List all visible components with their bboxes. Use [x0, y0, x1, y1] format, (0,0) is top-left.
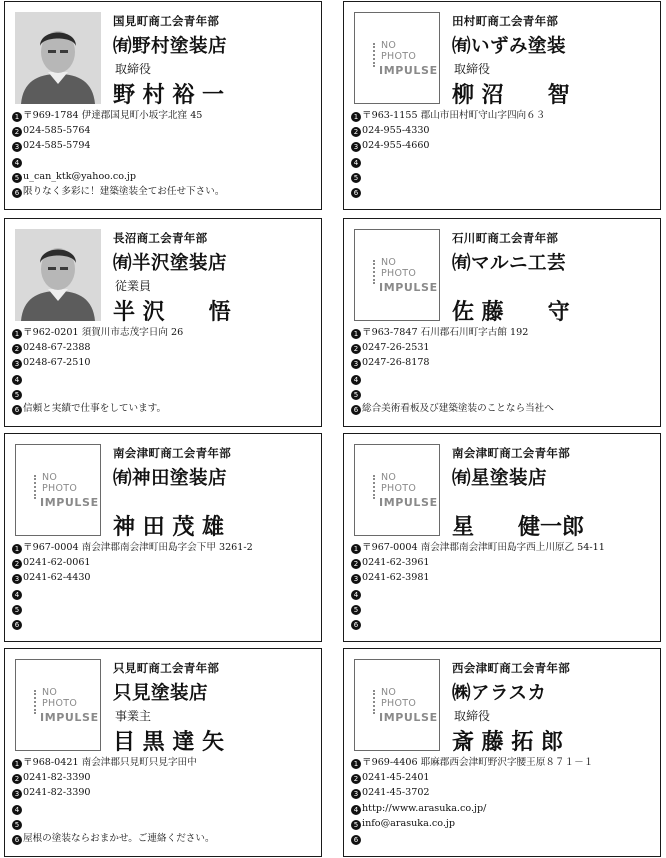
contact-text: 〒968-0421 南会津郡只見町只見字田中: [23, 757, 197, 768]
contact-text: 0241-45-3702: [362, 787, 430, 799]
impulse-logo: IMPULSE: [379, 281, 438, 294]
no-photo-text: NO: [381, 40, 397, 51]
circled-number-icon: 3: [12, 359, 22, 369]
contact-line: [351, 355, 657, 370]
contact-list: [351, 755, 657, 846]
contact-list: [12, 755, 318, 846]
no-photo-placeholder: [354, 659, 440, 751]
impulse-logo: IMPULSE: [40, 496, 99, 509]
contact-text: 屋根の塗装ならおまかせ。ご連絡ください。: [23, 832, 215, 844]
contact-line: [351, 831, 657, 846]
member-card: [343, 218, 661, 427]
portrait-photo-icon: [15, 229, 101, 321]
no-photo-text: PHOTO: [381, 268, 417, 279]
no-photo-label: [381, 472, 416, 494]
contact-text: 024-955-4660: [362, 140, 430, 152]
contact-line: [12, 169, 318, 184]
circled-number-icon: 3: [12, 142, 22, 152]
contact-text: 024-585-5794: [23, 140, 91, 152]
member-role: 事業主: [115, 709, 152, 723]
no-photo-placeholder: [354, 12, 440, 104]
member-card: [343, 1, 661, 210]
circled-number-icon: 3: [12, 574, 22, 584]
contact-text: 0247-26-8178: [362, 357, 430, 369]
contact-text: 〒969-4406 耶麻郡西会津町野沢字腰王原８７１－１: [362, 757, 594, 768]
circled-number-icon: 6: [12, 405, 22, 415]
contact-line: [351, 108, 657, 123]
impulse-logo: IMPULSE: [379, 711, 438, 724]
association-name: 国見町商工会青年部: [113, 14, 220, 28]
circled-number-icon: 1: [351, 759, 361, 769]
contact-text: 0241-45-2401: [362, 772, 430, 784]
circled-number-icon: 1: [12, 759, 22, 769]
circled-number-icon: 4: [351, 375, 361, 385]
circled-number-icon: 1: [12, 329, 22, 339]
contact-line: [351, 540, 657, 555]
circled-number-icon: 5: [12, 605, 22, 615]
circled-number-icon: 4: [351, 590, 361, 600]
impulse-logo: IMPULSE: [40, 711, 99, 724]
no-photo-text: PHOTO: [381, 483, 417, 494]
contact-text: 024-585-5764: [23, 125, 91, 137]
member-card: [343, 648, 661, 857]
circled-number-icon: 2: [12, 774, 22, 784]
contact-line: [12, 831, 318, 846]
contact-line: [12, 586, 318, 601]
no-photo-placeholder: [354, 229, 440, 321]
contact-line: [12, 785, 318, 800]
contact-line: [351, 401, 657, 416]
contact-line: [351, 371, 657, 386]
contact-text: 0241-62-4430: [23, 572, 91, 584]
circled-number-icon: 4: [12, 375, 22, 385]
contact-text: 〒963-1155 郡山市田村町守山字四向６３: [362, 110, 546, 121]
association-name: 西会津町商工会青年部: [452, 661, 570, 675]
impulse-logo: IMPULSE: [379, 64, 438, 77]
circled-number-icon: 4: [12, 158, 22, 168]
contact-list: [12, 108, 318, 199]
contact-line: [351, 586, 657, 601]
member-name: 神 田 茂 雄: [113, 514, 224, 540]
contact-line: [12, 801, 318, 816]
contact-text: 0241-82-3390: [23, 772, 91, 784]
contact-line: [351, 770, 657, 785]
member-photo: [15, 12, 101, 104]
circled-number-icon: 5: [351, 820, 361, 830]
member-role: 取締役: [115, 62, 152, 76]
contact-line: [351, 570, 657, 585]
contact-line: [351, 616, 657, 631]
contact-line: [351, 386, 657, 401]
circled-number-icon: 1: [351, 112, 361, 122]
association-name: 只見町商工会青年部: [113, 661, 220, 675]
no-photo-text: PHOTO: [381, 51, 417, 62]
circled-number-icon: 6: [12, 188, 22, 198]
no-photo-placeholder: [15, 659, 101, 751]
contact-line: [12, 816, 318, 831]
association-name: 長沼商工会青年部: [113, 231, 208, 245]
contact-line: [351, 184, 657, 199]
contact-line: [12, 154, 318, 169]
impulse-logo: IMPULSE: [379, 496, 438, 509]
contact-text: 0241-82-3390: [23, 787, 91, 799]
member-card: [4, 648, 322, 857]
circled-number-icon: 6: [12, 835, 22, 845]
contact-line: [12, 123, 318, 138]
association-name: 南会津町商工会青年部: [113, 446, 231, 460]
contact-list: [12, 540, 318, 631]
contact-line: [351, 340, 657, 355]
no-photo-placeholder: [354, 444, 440, 536]
member-card: [4, 1, 322, 210]
circled-number-icon: 1: [351, 329, 361, 339]
no-photo-label: [381, 687, 416, 709]
contact-line: [12, 371, 318, 386]
contact-text: 〒969-1784 伊達郡国見町小坂字北窪 45: [23, 110, 203, 121]
circled-number-icon: 5: [12, 173, 22, 183]
company-name: ㈲野村塗装店: [113, 36, 228, 57]
member-card: [4, 433, 322, 642]
circled-number-icon: 2: [351, 774, 361, 784]
contact-line: [12, 340, 318, 355]
circled-number-icon: 1: [351, 544, 361, 554]
company-name: ㈲半沢塗装店: [113, 253, 228, 274]
member-name: 斎 藤 拓 郎: [452, 729, 563, 755]
circled-number-icon: 6: [351, 188, 361, 198]
contact-list: [351, 108, 657, 199]
circled-number-icon: 6: [12, 620, 22, 630]
contact-line: [12, 601, 318, 616]
contact-line: [12, 108, 318, 123]
contact-line: [12, 401, 318, 416]
contact-text: 〒963-7847 石川郡石川町字古館 192: [362, 327, 529, 338]
contact-line: [351, 169, 657, 184]
circled-number-icon: 5: [12, 390, 22, 400]
no-photo-text: PHOTO: [42, 698, 78, 709]
contact-line: [12, 355, 318, 370]
contact-text: 総合美術看板及び建築塗装のことなら当社へ: [362, 402, 554, 414]
no-photo-label: [42, 687, 77, 709]
no-photo-text: NO: [42, 687, 58, 698]
contact-line: [351, 816, 657, 831]
circled-number-icon: 3: [351, 574, 361, 584]
contact-line: [12, 184, 318, 199]
circled-number-icon: 2: [12, 127, 22, 137]
circled-number-icon: 2: [351, 559, 361, 569]
contact-text: 〒967-0004 南会津郡南会津町田島字会下甲 3261-2: [23, 542, 253, 553]
circled-number-icon: 2: [12, 344, 22, 354]
company-name: ㈲星塗装店: [452, 468, 548, 489]
member-name: 野 村 裕 一: [113, 82, 224, 108]
portrait-photo-icon: [15, 12, 101, 104]
contact-list: [351, 540, 657, 631]
circled-number-icon: 3: [351, 359, 361, 369]
no-photo-text: NO: [381, 687, 397, 698]
member-name: 佐 藤 守: [452, 299, 570, 325]
company-name: ㈲マルニ工芸: [452, 253, 567, 274]
contact-line: [351, 123, 657, 138]
contact-text: 0248-67-2388: [23, 342, 91, 354]
circled-number-icon: 2: [12, 559, 22, 569]
contact-line: [351, 555, 657, 570]
contact-line: [12, 540, 318, 555]
circled-number-icon: 1: [12, 112, 22, 122]
company-name: ㈲いずみ塗装: [452, 36, 567, 57]
contact-line: [351, 154, 657, 169]
circled-number-icon: 5: [351, 605, 361, 615]
member-card: [4, 218, 322, 427]
member-photo: [15, 229, 101, 321]
contact-line: [351, 325, 657, 340]
circled-number-icon: 3: [351, 789, 361, 799]
contact-text: 〒967-0004 南会津郡南会津町田島字西上川原乙 54-11: [362, 542, 605, 553]
contact-list: [351, 325, 657, 416]
circled-number-icon: 1: [12, 544, 22, 554]
circled-number-icon: 4: [12, 805, 22, 815]
member-name: 柳 沼 智: [452, 82, 570, 108]
contact-text: 〒962-0201 須賀川市志茂字日向 26: [23, 327, 184, 338]
no-photo-text: NO: [42, 472, 58, 483]
no-photo-text: NO: [381, 472, 397, 483]
member-name: 目 黒 達 矢: [113, 729, 224, 755]
member-name: 半 沢 悟: [113, 299, 231, 325]
association-name: 南会津町商工会青年部: [452, 446, 570, 460]
circled-number-icon: 2: [351, 127, 361, 137]
no-photo-label: [381, 40, 416, 62]
no-photo-text: PHOTO: [42, 483, 78, 494]
contact-line: [12, 555, 318, 570]
circled-number-icon: 6: [351, 620, 361, 630]
contact-line: [12, 570, 318, 585]
company-name: ㈲神田塗装店: [113, 468, 228, 489]
circled-number-icon: 3: [351, 142, 361, 152]
circled-number-icon: 2: [351, 344, 361, 354]
contact-line: [351, 601, 657, 616]
circled-number-icon: 4: [12, 590, 22, 600]
no-photo-text: NO: [381, 257, 397, 268]
member-role: 取締役: [454, 709, 491, 723]
company-name: ㈱アラスカ: [452, 683, 547, 704]
circled-number-icon: 6: [351, 405, 361, 415]
contact-list: [12, 325, 318, 416]
contact-text: u_can_ktk@yahoo.co.jp: [23, 170, 137, 182]
contact-line: [351, 755, 657, 770]
association-name: 石川町商工会青年部: [452, 231, 559, 245]
contact-text: 0247-26-2531: [362, 342, 430, 354]
association-name: 田村町商工会青年部: [452, 14, 559, 28]
member-name: 星 健一郎: [452, 514, 585, 540]
contact-line: [351, 138, 657, 153]
contact-line: [12, 138, 318, 153]
contact-line: [12, 386, 318, 401]
contact-line: [351, 785, 657, 800]
contact-text: 0241-62-3961: [362, 557, 430, 569]
circled-number-icon: 5: [12, 820, 22, 830]
no-photo-label: [42, 472, 77, 494]
company-name: 只見塗装店: [113, 683, 209, 704]
no-photo-label: [381, 257, 416, 279]
contact-line: [12, 325, 318, 340]
contact-text: 0248-67-2510: [23, 357, 91, 369]
no-photo-text: PHOTO: [381, 698, 417, 709]
circled-number-icon: 4: [351, 805, 361, 815]
contact-text: 024-955-4330: [362, 125, 430, 137]
contact-text: 信頼と実績で仕事をしています。: [23, 402, 167, 414]
member-role: 取締役: [454, 62, 491, 76]
member-card: [343, 433, 661, 642]
contact-text: 0241-62-3981: [362, 572, 430, 584]
contact-line: [12, 755, 318, 770]
contact-text: 0241-62-0061: [23, 557, 91, 569]
circled-number-icon: 3: [12, 789, 22, 799]
contact-line: [351, 801, 657, 816]
circled-number-icon: 4: [351, 158, 361, 168]
contact-line: [12, 616, 318, 631]
contact-line: [12, 770, 318, 785]
contact-text: info@arasuka.co.jp: [362, 817, 456, 829]
contact-text: 限りなく多彩に！建築塗装全てお任せ下さい。: [23, 185, 225, 197]
no-photo-placeholder: [15, 444, 101, 536]
circled-number-icon: 6: [351, 835, 361, 845]
contact-text: http://www.arasuka.co.jp/: [362, 802, 487, 814]
circled-number-icon: 5: [351, 173, 361, 183]
member-role: 従業員: [115, 279, 152, 293]
circled-number-icon: 5: [351, 390, 361, 400]
